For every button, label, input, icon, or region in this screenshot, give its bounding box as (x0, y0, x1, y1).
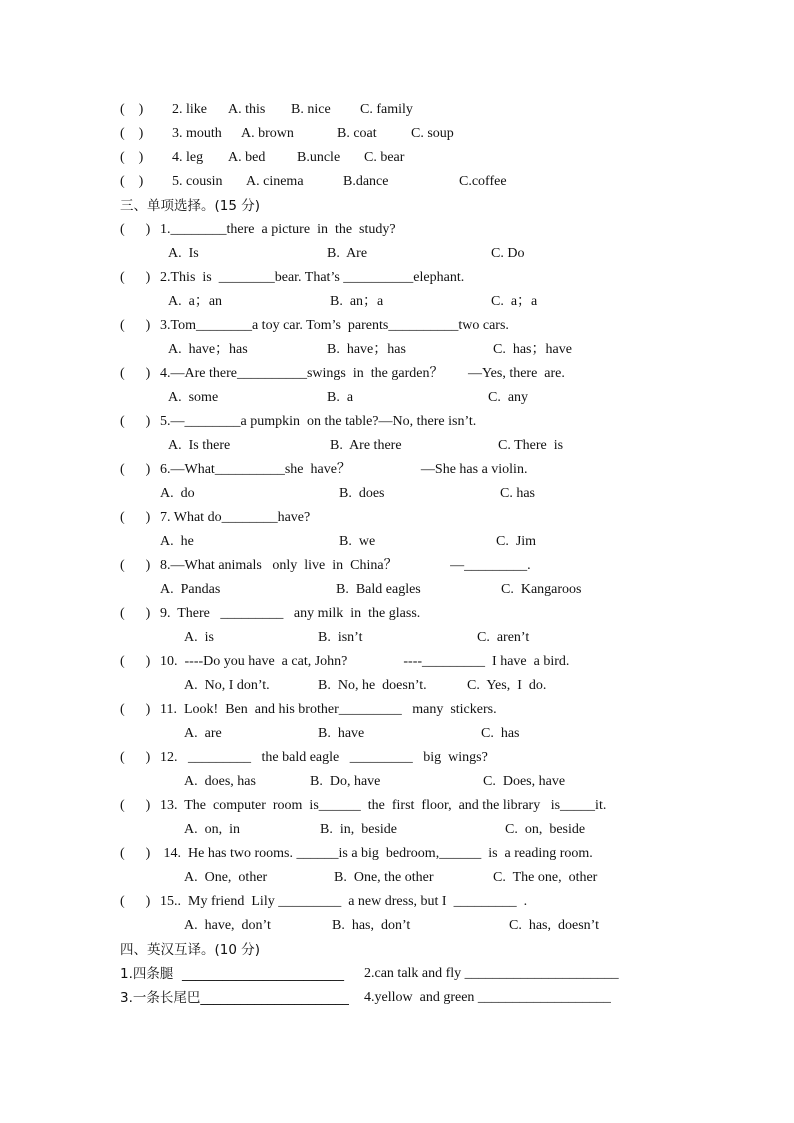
option-b: B. Are (327, 246, 368, 261)
option-a: A. some (168, 390, 219, 405)
option-b: B. isn’t (318, 630, 363, 645)
option-b: B. a (327, 390, 354, 405)
option-c: C. Kangaroos (501, 582, 582, 597)
option-a: A. bed (228, 150, 266, 165)
option-a: A. are (184, 726, 222, 741)
option-c: C. aren’t (477, 630, 530, 645)
answer-blank[interactable]: ( ) (120, 654, 151, 669)
answer-blank[interactable]: ( ) (120, 174, 144, 189)
answer-blank[interactable]: ( ) (120, 750, 151, 765)
section-heading-multiple-choice: 三、单项选择。(15 分) (120, 198, 261, 214)
vocab-word: 5. cousin (172, 174, 223, 189)
answer-blank[interactable]: ( ) (120, 510, 151, 525)
answer-blank[interactable]: ( ) (120, 222, 151, 237)
answer-blank[interactable]: ( ) (120, 126, 144, 141)
option-b: B. Do, have (310, 774, 381, 789)
option-c: C. Do (491, 246, 525, 261)
option-a: A. have；has (168, 342, 248, 357)
answer-blank[interactable]: ( ) (120, 606, 151, 621)
option-a: A. brown (241, 126, 294, 141)
question-text: 11. Look! Ben and his brother_________ many stickers. (160, 702, 497, 717)
option-a: A. does, has (184, 774, 256, 789)
option-c: C. Yes, I do. (467, 678, 547, 693)
option-a: A. do (160, 486, 195, 501)
option-b: B.dance (343, 174, 389, 189)
answer-blank[interactable]: ( ) (120, 702, 151, 717)
question-text: 4.—Are there__________swings in the garden？ —Yes, there are. (160, 366, 565, 381)
option-c: C. has, doesn’t (509, 918, 599, 933)
option-c: C. The one, other (493, 870, 598, 885)
option-c: C.coffee (459, 174, 507, 189)
option-c: C. has (481, 726, 520, 741)
question-text: 3.Tom________a toy car. Tom’s parents__________two cars. (160, 318, 509, 333)
answer-blank[interactable]: ( ) (120, 846, 151, 861)
question-text: 5.—________a pumpkin on the table?—No, there isn’t. (160, 414, 477, 429)
option-a: A. a；an (168, 294, 223, 309)
answer-blank[interactable]: ( ) (120, 102, 144, 117)
question-text: 13. The computer room is______ the first floor, and the library is_____it. (160, 798, 607, 813)
option-b: B. does (339, 486, 385, 501)
option-b: B. we (339, 534, 376, 549)
option-c: C. a；a (491, 294, 538, 309)
answer-blank[interactable]: ( ) (120, 558, 151, 573)
option-b: B. No, he doesn’t. (318, 678, 427, 693)
option-b: B. in, beside (320, 822, 397, 837)
option-c: C. on, beside (505, 822, 586, 837)
option-a: A. Is (168, 246, 199, 261)
answer-blank[interactable]: ( ) (120, 270, 151, 285)
translation-item[interactable]: 1.四条腿 ________________________ (120, 966, 344, 982)
answer-blank[interactable]: ( ) (120, 414, 151, 429)
option-b: B. have；has (327, 342, 406, 357)
translation-item[interactable]: 4.yellow and green ___________________ (364, 990, 611, 1005)
option-b: B.uncle (297, 150, 341, 165)
question-text: 7. What do________have? (160, 510, 311, 525)
question-text: 15.. My friend Lily _________ a new dress, but I _________ . (160, 894, 528, 909)
option-b: B. Are there (330, 438, 402, 453)
vocab-word: 3. mouth (172, 126, 222, 141)
option-b: B. coat (337, 126, 377, 141)
option-a: A. Pandas (160, 582, 221, 597)
option-c: C. bear (364, 150, 405, 165)
option-b: B. has, don’t (332, 918, 411, 933)
option-a: A. is (184, 630, 214, 645)
option-c: C. has (500, 486, 535, 501)
translation-item[interactable]: 3.一条长尾巴______________________ (120, 990, 349, 1006)
option-b: B. One, the other (334, 870, 434, 885)
option-b: B. have (318, 726, 365, 741)
question-text: 2.This is ________bear. That’s __________elephant. (160, 270, 465, 285)
answer-blank[interactable]: ( ) (120, 318, 151, 333)
option-c: C. any (488, 390, 529, 405)
answer-blank[interactable]: ( ) (120, 150, 144, 165)
option-a: A. on, in (184, 822, 240, 837)
question-text: 12. _________ the bald eagle _________ big wings? (160, 750, 488, 765)
question-text: 9. There _________ any milk in the glass. (160, 606, 421, 621)
option-a: A. have, don’t (184, 918, 271, 933)
option-c: C. family (360, 102, 413, 117)
answer-blank[interactable]: ( ) (120, 462, 151, 477)
option-a: A. cinema (246, 174, 304, 189)
question-text: 1.________there a picture in the study? (160, 222, 396, 237)
question-text: 10. ----Do you have a cat, John? ----_________ I have a bird. (160, 654, 570, 669)
option-a: A. No, I don’t. (184, 678, 270, 693)
option-a: A. he (160, 534, 194, 549)
option-a: A. One, other (184, 870, 268, 885)
question-text: 6.—What__________she have？ —She has a violin. (160, 462, 528, 477)
answer-blank[interactable]: ( ) (120, 894, 151, 909)
option-c: C. Jim (496, 534, 537, 549)
question-text: 14. He has two rooms. ______is a big bedroom,______ is a reading room. (160, 846, 593, 861)
option-a: A. this (228, 102, 266, 117)
answer-blank[interactable]: ( ) (120, 366, 151, 381)
option-a: A. Is there (168, 438, 231, 453)
option-b: B. Bald eagles (336, 582, 421, 597)
option-b: B. an；a (330, 294, 384, 309)
answer-blank[interactable]: ( ) (120, 798, 151, 813)
option-c: C. Does, have (483, 774, 566, 789)
translation-item[interactable]: 2.can talk and fly ______________________ (364, 966, 619, 981)
option-b: B. nice (291, 102, 331, 117)
vocab-word: 4. leg (172, 150, 204, 165)
option-c: C. soup (411, 126, 454, 141)
option-c: C. has；have (493, 342, 572, 357)
section-heading-translation: 四、英汉互译。(10 分) (120, 942, 261, 958)
vocab-word: 2. like (172, 102, 207, 117)
question-text: 8.—What animals only live in China？ —_________. (160, 558, 531, 573)
option-c: C. There is (498, 438, 564, 453)
